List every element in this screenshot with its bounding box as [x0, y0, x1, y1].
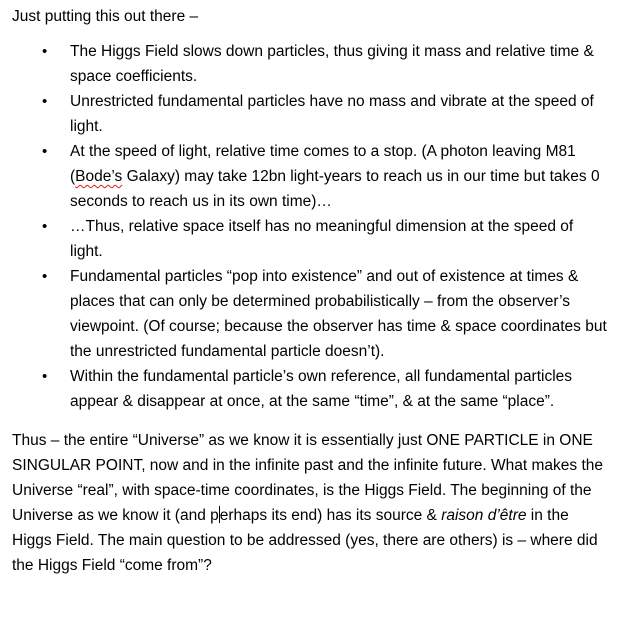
bullet-item-5 [42, 264, 610, 364]
bullet-item-6 [42, 364, 610, 414]
bullet-item-3 [42, 139, 610, 214]
intro-line: Just putting this out there – [12, 8, 199, 25]
bullet-text-3-part2: Galaxy) may take 12bn light-years to reach us in our time but takes 0 seconds to reach us in its own time)… [70, 168, 600, 210]
bullet-text-4: …Thus, relative space itself has no meaningful dimension at the speed of light. [70, 218, 574, 260]
conclusion-part3: in the Higgs Field. The main question to be addressed (yes, there are others) is – where did the Higgs Field “come from”? [12, 507, 598, 574]
bullet-item-2 [42, 89, 610, 139]
bullet-dot-icon: • [42, 143, 48, 160]
bullet-text-2: Unrestricted fundamental particles have no mass and vibrate at the speed of light. [70, 93, 594, 135]
bullet-dot-icon: • [42, 43, 48, 60]
conclusion-paragraph [12, 428, 610, 578]
spellcheck-misspelled-word[interactable]: Bode’s [75, 168, 123, 185]
conclusion-italic-phrase: raison d’être [441, 507, 527, 524]
bullet-text-5: Fundamental particles “pop into existence” and out of existence at times & places that can only be determined probabilistically – from the observer’s viewpoint. (Of course; because the observer has time & space coordinates but the unrestricted fundamental particle doesn’t). [70, 268, 607, 360]
bullet-item-4 [42, 214, 610, 264]
bullet-text-3-part1: At the speed of light, relative time comes to a stop. (A photon leaving M81 ( [70, 143, 576, 185]
bullet-text-1: The Higgs Field slows down particles, thus giving it mass and relative time & space coefficients. [70, 43, 594, 85]
conclusion-part2: erhaps its end) has its source & [219, 507, 442, 524]
bullet-dot-icon: • [42, 268, 48, 285]
bullet-text-6: Within the fundamental particle’s own reference, all fundamental particles appear & disappear at once, at the same “time”, & at the same “place”. [70, 368, 573, 410]
document-body[interactable] [12, 4, 610, 578]
bullet-list [12, 39, 610, 414]
bullet-dot-icon: • [42, 93, 48, 110]
bullet-item-1 [42, 39, 610, 89]
bullet-dot-icon: • [42, 218, 48, 235]
conclusion-part1: Thus – the entire “Universe” as we know it is essentially just ONE PARTICLE in ONE SINGULAR POINT, now and in the infinite past and the infinite future. What makes the Universe “real”, with space-time coordinates, is the Higgs Field. The beginning of the Universe as we know it (and p [12, 432, 604, 524]
bullet-dot-icon: • [42, 368, 48, 385]
